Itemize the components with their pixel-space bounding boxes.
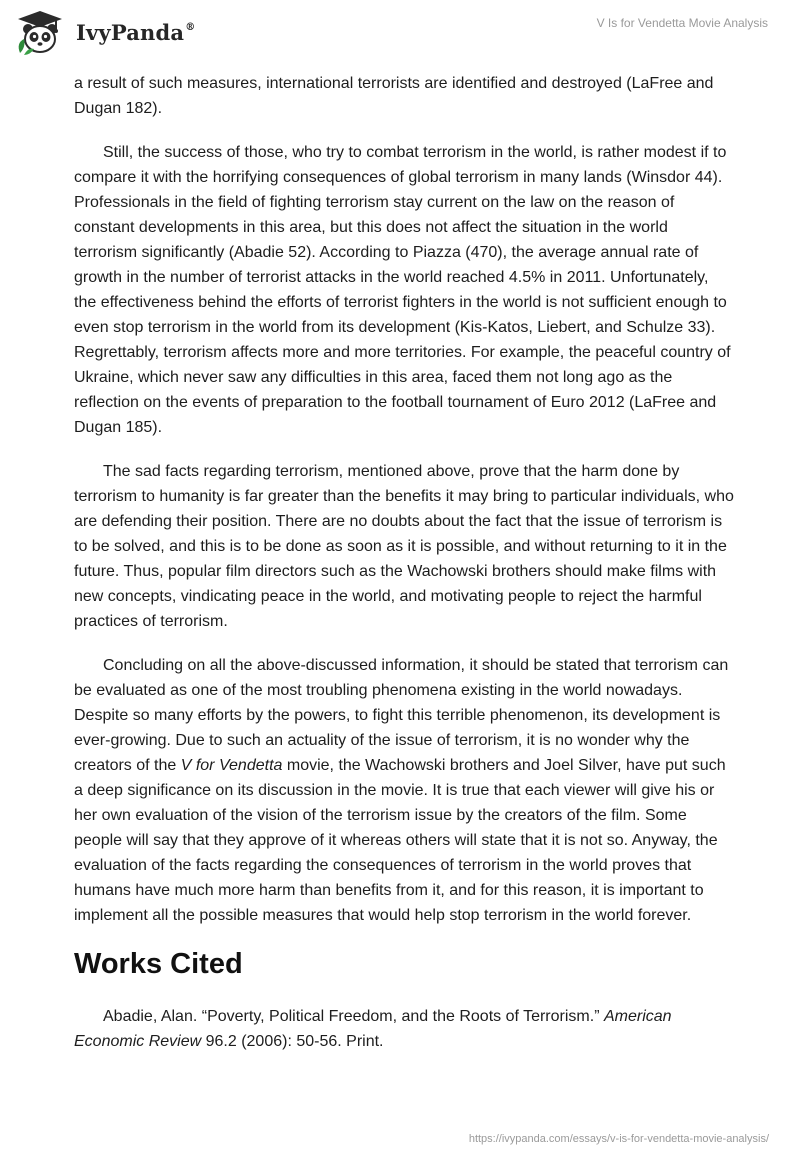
citation-authors-title: Abadie, Alan. “Poverty, Political Freedom, and the Roots of Terrorism.” [103, 1008, 604, 1025]
citation-journal: American Economic Review [74, 1008, 672, 1050]
page-header [0, 0, 800, 66]
citation-entry [74, 1004, 734, 1054]
registered-mark: ® [185, 22, 196, 33]
conclusion-text-end: movie, the Wachowski brothers and Joel Silver, have put such a deep significance on its discussion in the movie. It is true that each viewer will give his or her own evaluation of the vision of the terrorism issue by the creators of the film. Some people will say that they approve of it whereas others will state that it is not so. Anyway, the evaluation of the facts regarding the consequences of terrorism in the world proves that humans have much more harm than benefits from it, and for this reason, it is important to implement all the possible measures that would help stop terrorism in the world forever. [74, 757, 726, 924]
brand-name[interactable] [76, 20, 195, 45]
citation-details: 96.2 (2006): 50-56. Print. [201, 1033, 384, 1050]
conclusion-text-start: Concluding on all the above-discussed information, it should be stated that terrorism can be evaluated as one of the most troubling phenomena existing in the world nowadays. Despite so many efforts by the powers, to fight this terrible phenomenon, its development is ever-growing. Due to such an actuality of the issue of terrorism, it is no wonder why the creators of the [74, 657, 729, 774]
paragraph: The sad facts regarding terrorism, mentioned above, prove that the harm done by terrorism to humanity is far greater than the benefits it may bring to particular individuals, who are defending their position. There are no doubts about the fact that the issue of terrorism is to be solved, and this is to be done as soon as it is possible, and without returning to it in the future. Thus, popular film directors such as the Wachowski brothers should make films with new concepts, vindicating peace in the world, and motivating people to reject the harmful practices of terrorism. [74, 463, 734, 630]
source-url[interactable]: https://ivypanda.com/essays/v-is-for-vendetta-movie-analysis/ [468, 1133, 769, 1145]
film-title: V for Vendetta [180, 757, 283, 774]
conclusion-paragraph [74, 653, 734, 928]
works-cited-heading: Works Cited [74, 948, 243, 980]
document-title: V Is for Vendetta Movie Analysis [596, 16, 768, 30]
brand-text: IvyPanda [76, 20, 185, 45]
paragraph-continuation: a result of such measures, international terrorists are identified and destroyed (LaFree and Dugan 182). [74, 75, 714, 117]
essay-content [74, 71, 734, 1054]
paragraph: Still, the success of those, who try to combat terrorism in the world, is rather modest if to compare it with the horrifying consequences of global terrorism in many lands (Winsdor 44). Professionals in the field of fighting terrorism stay current on the law on the reason of constant developments in this area, but this does not affect the situation in the world terrorism significantly (Abadie 52). According to Piazza (470), the average annual rate of growth in the number of terrorist attacks in the world reached 4.5% in 2011. Unfortunately, the effectiveness behind the efforts of terrorist fighters in the world is not sufficient enough to even stop terrorism in the world from its development (Kis-Katos, Liebert, and Schulze 33). Regrettably, terrorism affects more and more territories. For example, the peaceful country of Ukraine, which never saw any difficulties in this area, faced them not long ago as the reflection on the events of preparation to the football tournament of Euro 2012 (LaFree and Dugan 185). [74, 144, 731, 436]
ivypanda-logo-icon[interactable] [14, 9, 66, 57]
